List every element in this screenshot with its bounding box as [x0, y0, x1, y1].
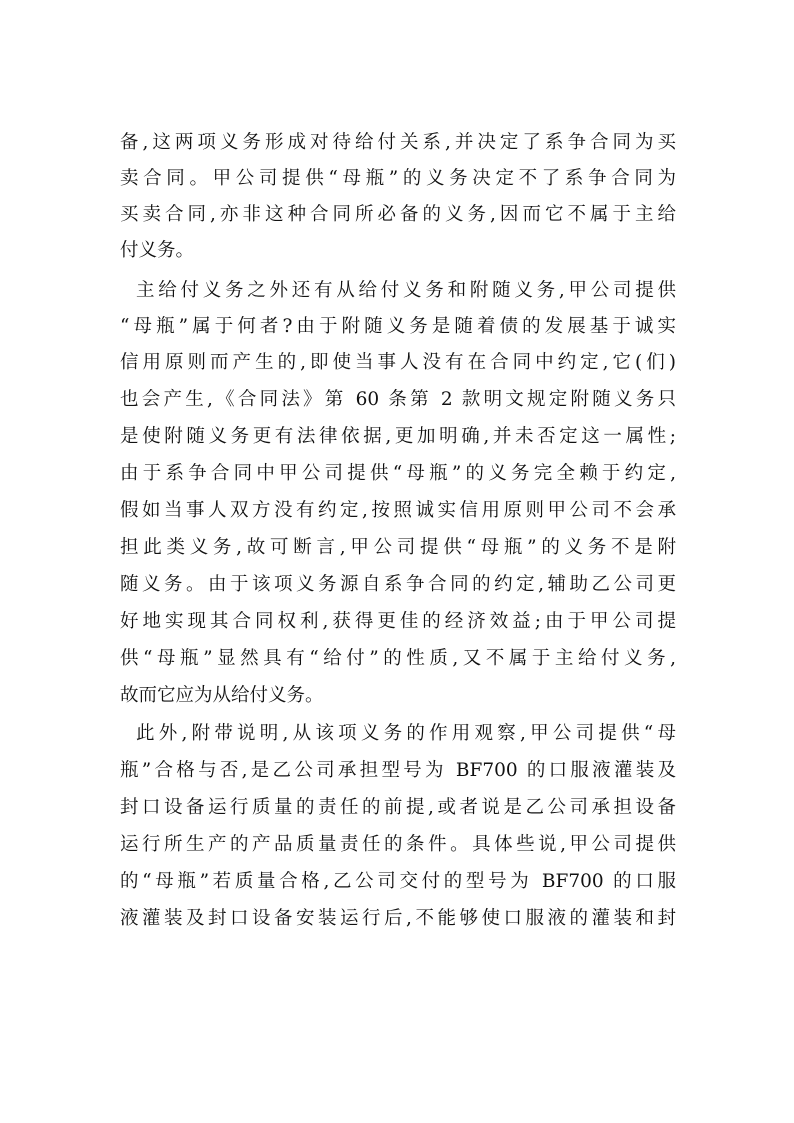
text-line-15: 供“母瓶”显然具有“给付”的性质,又不属于主给付义务,: [120, 648, 676, 669]
text-line-8: 也会产生,《合同法》第 60 条第 2 款明文规定附随义务只: [120, 389, 676, 410]
text-line-20: 运行所生产的产品质量责任的条件。具体些说,甲公司提供: [120, 834, 676, 855]
text-line-18: 瓶”合格与否,是乙公司承担型号为 BF700 的口服液灌装及: [120, 760, 676, 781]
text-line-6: “母瓶”属于何者?由于附随义务是随着债的发展基于诚实: [120, 316, 676, 337]
text-line-13: 随义务。由于该项义务源自系争合同的约定,辅助乙公司更: [120, 574, 676, 595]
text-line-9: 是使附随义务更有法律依据,更加明确,并未否定这一属性;: [120, 426, 676, 447]
text-line-21: 的“母瓶”若质量合格,乙公司交付的型号为 BF700 的口服: [120, 871, 676, 892]
text-line-11: 假如当事人双方没有约定,按照诚实信用原则甲公司不会承: [120, 500, 676, 521]
text-line-4: 付义务。: [120, 240, 195, 261]
text-line-12: 担此类义务,故可断言,甲公司提供“母瓶”的义务不是附: [120, 537, 676, 558]
text-line-2: 卖合同。甲公司提供“母瓶”的义务决定不了系争合同为: [120, 168, 676, 189]
text-line-14: 好地实现其合同权利,获得更佳的经济效益;由于甲公司提: [120, 611, 676, 632]
text-line-19: 封口设备运行质量的责任的前提,或者说是乙公司承担设备: [120, 797, 676, 818]
text-line-7: 信用原则而产生的,即使当事人没有在合同中约定,它(们): [120, 352, 676, 373]
text-line-22: 液灌装及封口设备安装运行后,不能够使口服液的灌装和封: [120, 908, 676, 929]
text-line-3: 买卖合同,亦非这种合同所必备的义务,因而它不属于主给: [120, 204, 676, 225]
text-line-10: 由于系争合同中甲公司提供“母瓶”的义务完全赖于约定,: [120, 463, 676, 484]
text-line-1: 备,这两项义务形成对待给付关系,并决定了系争合同为买: [120, 132, 676, 153]
text-line-17: 此外,附带说明,从该项义务的作用观察,甲公司提供“母: [136, 723, 676, 744]
text-line-16: 故而它应为从给付义务。: [120, 685, 324, 706]
text-line-5: 主给付义务之外还有从给付义务和附随义务,甲公司提供: [136, 280, 676, 301]
